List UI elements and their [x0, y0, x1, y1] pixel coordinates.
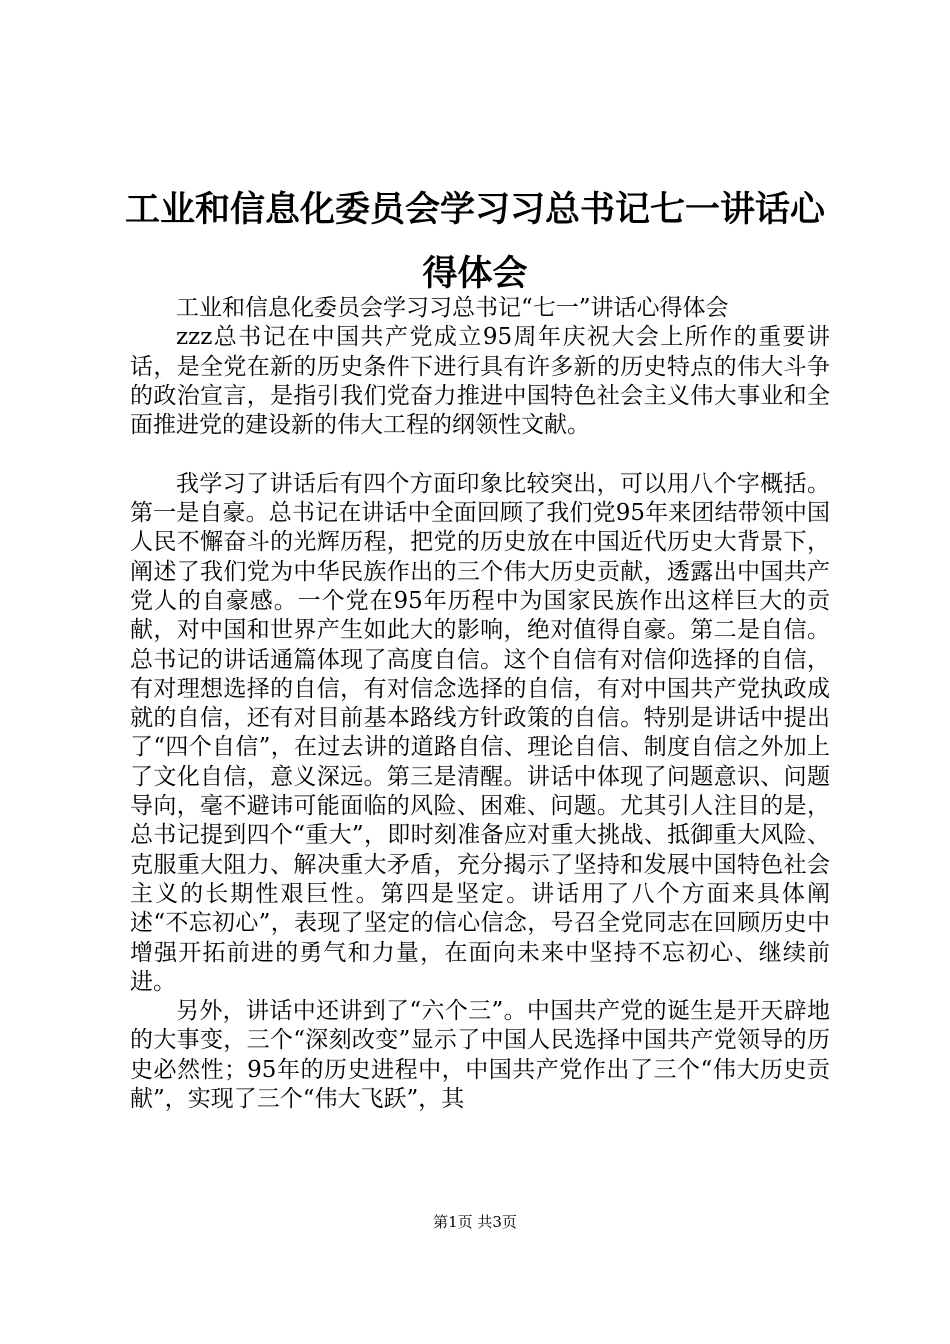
page-footer: 第1页 共3页 — [433, 1213, 517, 1231]
paragraph-intro: zzz总书记在中国共产党成立95周年庆祝大会上所作的重要讲话，是全党在新的历史条件下进行具有许多新的历史特点的伟大斗争的政治宣言，是指引我们党奋力推进中国特色社会主义伟大事业和全面推进党的建设新的伟大工程的纲领性文献。 — [130, 324, 830, 439]
document-title: 工业和信息化委员会学习习总书记七一讲话心得体会 — [124, 189, 825, 294]
paragraph-main: 我学习了讲话后有四个方面印象比较突出，可以用八个字概括。第一是自豪。总书记在讲话中全面回顾了我们党95年来团结带领中国人民不懈奋斗的光辉历程，把党的历史放在中国近代历史大背景下，阐述了我们党为中华民族作出的三个伟大历史贡献，透露出中国共产党人的自豪感。一个党在95年历程中为国家民族作出这样巨大的贡献，对中国和世界产生如此大的影响，绝对值得自豪。第二是自信。总书记的讲话通篇体现了高度自信。这个自信有对信仰选择的自信，有对理想选择的自信，有对信念选择的自信，有对中国共产党执政成就的自信，还有对目前基本路线方针政策的自信。特别是讲话中提出了“四个自信”，在过去讲的道路自信、理论自信、制度自信之外加上了文化自信，意义深远。第三是清醒。讲话中体现了问题意识、问题导向，毫不避讳可能面临的风险、困难、问题。尤其引人注目的是，总书记提到四个“重大”，即时刻准备应对重大挑战、抵御重大风险、克服重大阻力、解决重大矛盾，充分揭示了坚持和发展中国特色社会主义的长期性艰巨性。第四是坚定。讲话用了八个方面来具体阐述“不忘初心”，表现了坚定的信心信念，号召全党同志在回顾历史中增强开拓前进的勇气和力量，在面向未来中坚持不忘初心、继续前进。 — [130, 470, 830, 995]
document-body — [130, 294, 830, 1114]
paragraph-subtitle: 工业和信息化委员会学习习总书记“七一”讲话心得体会 — [176, 295, 729, 321]
paragraph-continued: 另外，讲话中还讲到了“六个三”。中国共产党的诞生是开天辟地的大事变，三个“深刻改变”显示了中国人民选择中国共产党领导的历史必然性；95年的历史进程中，中国共产党作出了三个“伟大历史贡献”，实现了三个“伟大飞跃”，其 — [130, 998, 830, 1113]
